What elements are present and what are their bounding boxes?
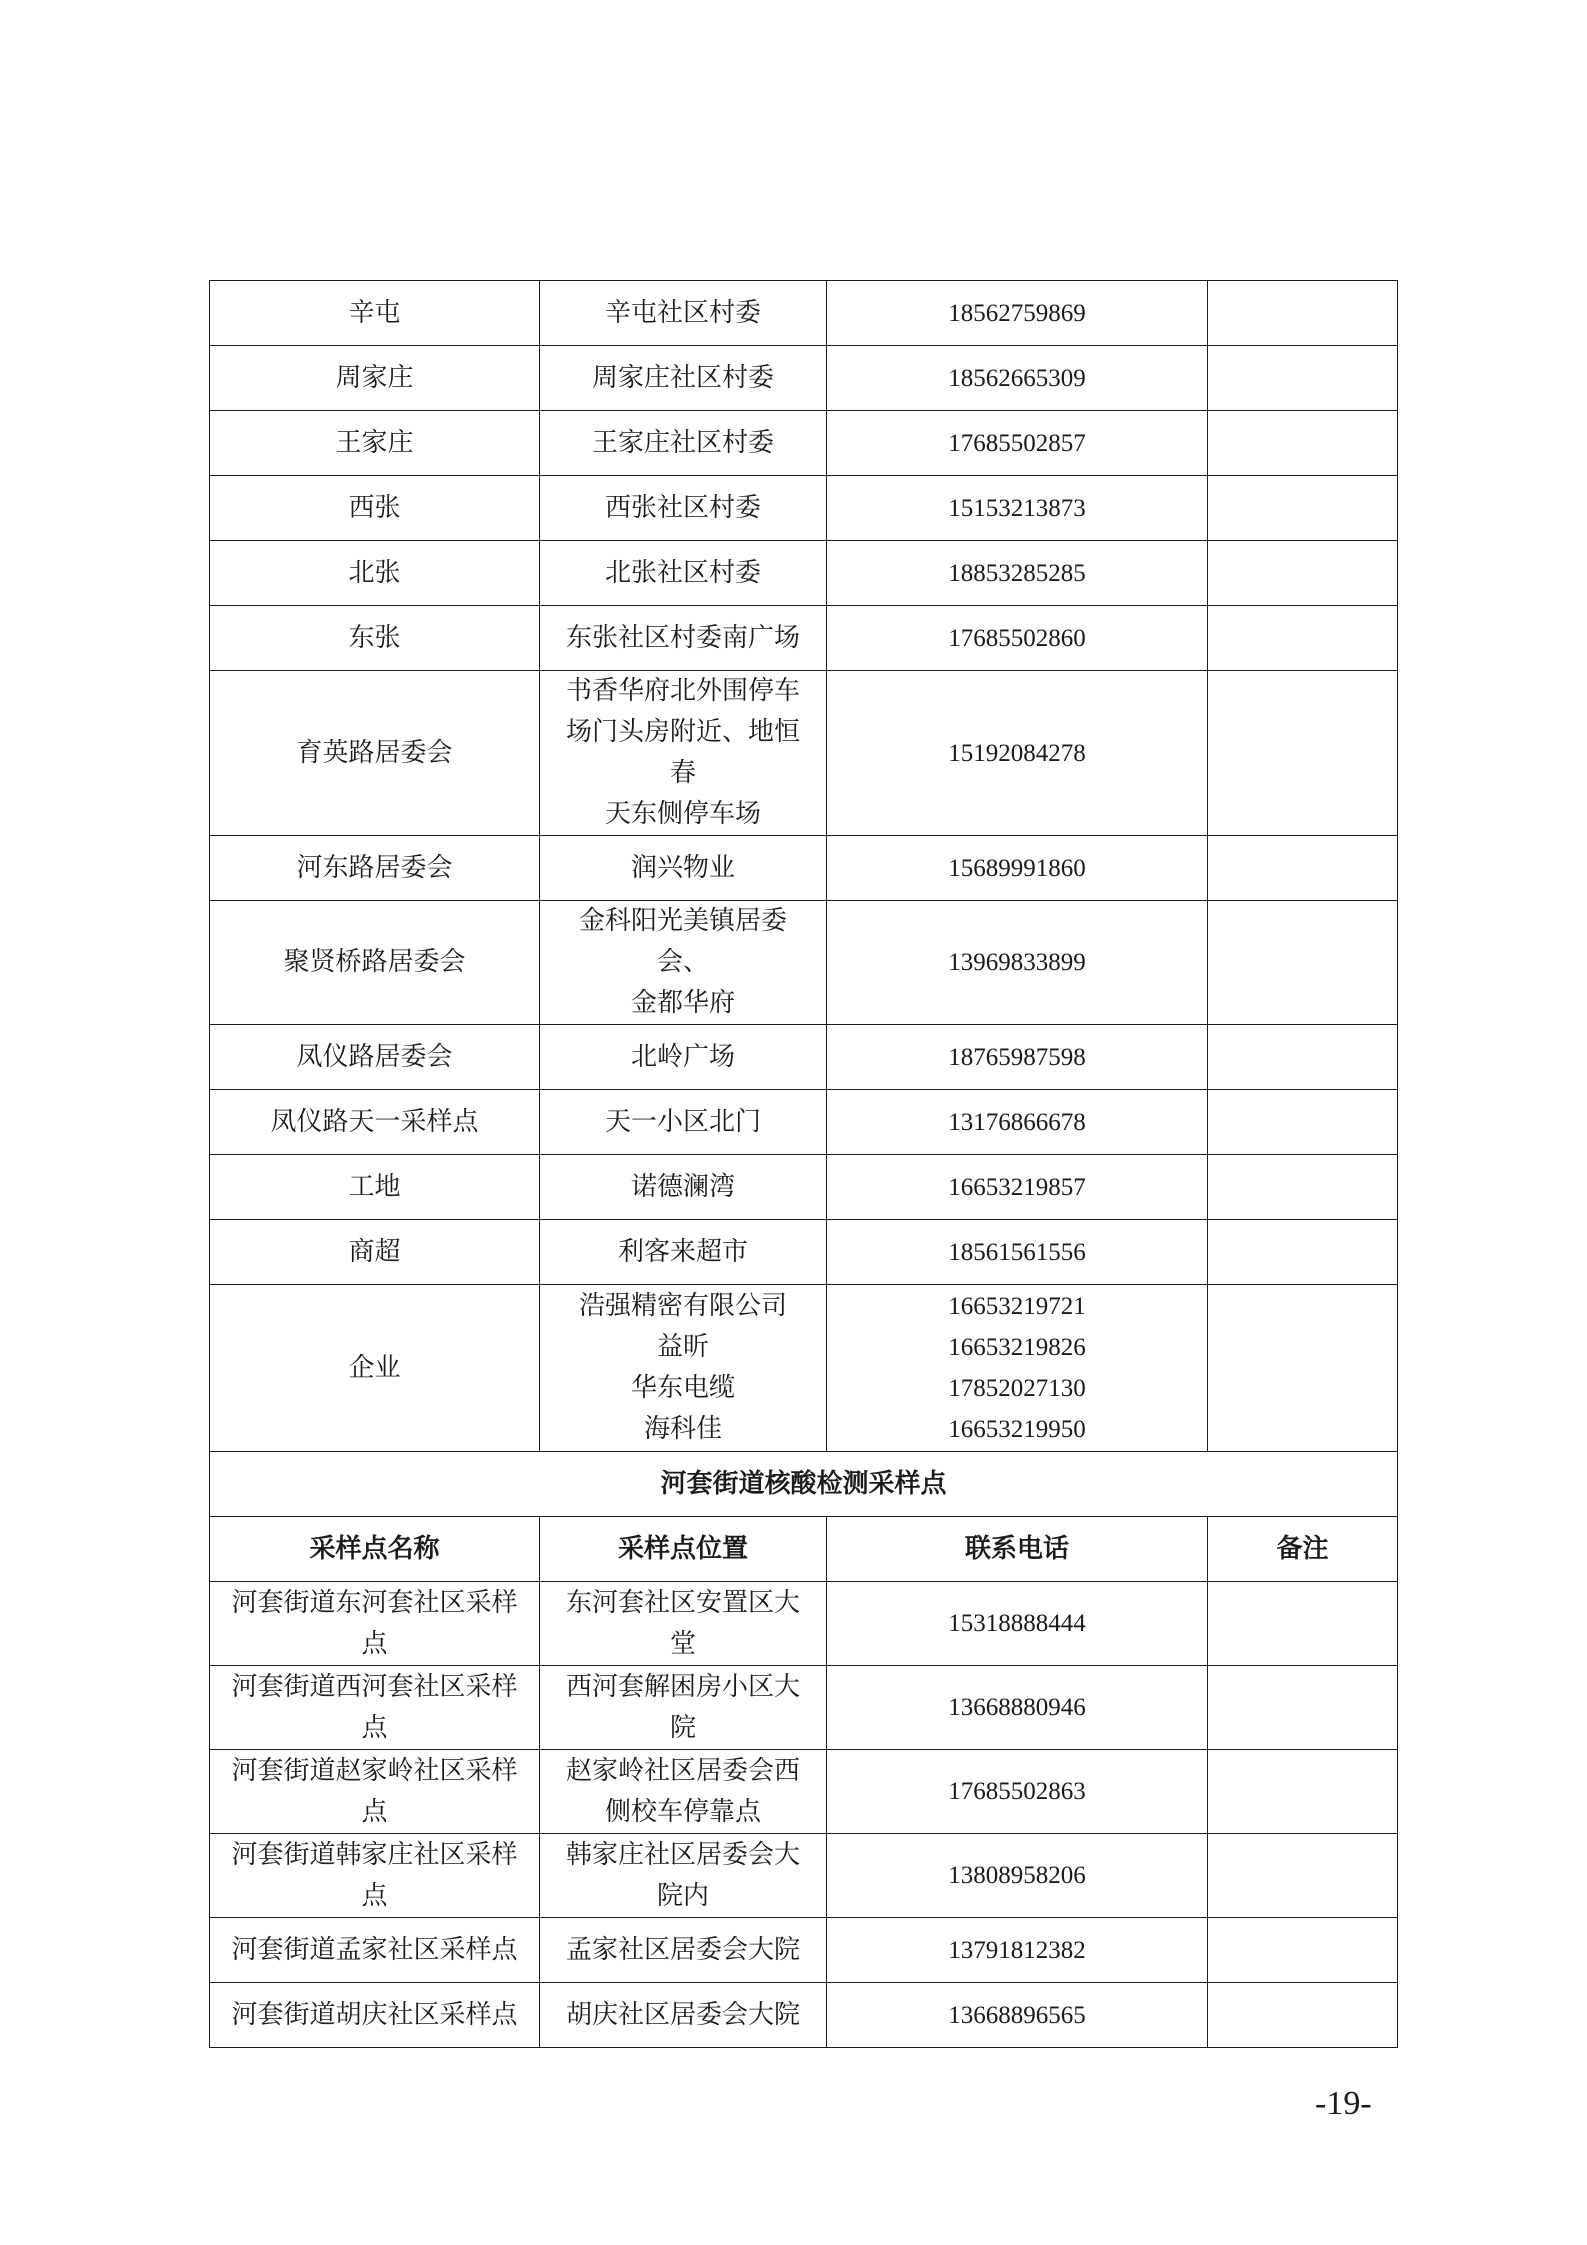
site-location-cell-line: 赵家岭社区居委会西 [565,1755,800,1786]
site-location-cell [540,541,827,606]
site-location-cell-line: 辛屯社区村委 [604,297,761,328]
table-row [210,1582,1398,1666]
site-location-cell-line: 西张社区村委 [604,492,761,523]
site-location-cell-line: 东河套社区安置区大 [565,1587,800,1618]
site-name-cell [210,1750,540,1834]
phone-cell [827,671,1208,836]
site-location-cell-line: 堂 [669,1628,696,1659]
section-title-row [210,1452,1398,1517]
phone-cell [827,1220,1208,1285]
site-name-cell: 王家庄 [210,411,540,476]
note-cell [1208,1220,1398,1285]
phone-cell-line: 18561561556 [948,1238,1086,1266]
table-row [210,836,1398,901]
site-name-cell: 企业 [210,1285,540,1452]
site-location-cell-line: 胡庆社区居委会大院 [565,1999,800,2030]
note-cell [1208,671,1398,836]
site-location-cell [540,836,827,901]
table-row [210,281,1398,346]
site-location-cell [540,1834,827,1918]
site-location-cell-line: 润兴物业 [630,852,735,883]
page-number: -19- [1315,2085,1372,2122]
phone-cell-line: 17685502857 [948,429,1086,457]
site-location-cell [540,1582,827,1666]
table-row [210,476,1398,541]
phone-cell-line: 13668896565 [948,2001,1086,2029]
site-location-cell-line: 王家庄社区村委 [591,427,774,458]
header-phone: 联系电话 [827,1517,1208,1582]
site-name-cell-line: 河套街道孟家社区采样点 [231,1934,518,1965]
site-location-cell [540,476,827,541]
sampling-points-table [209,280,1398,2048]
phone-cell [827,281,1208,346]
note-cell [1208,1025,1398,1090]
site-location-cell-line: 诺德澜湾 [630,1171,735,1202]
table-row [210,1834,1398,1918]
note-cell [1208,1666,1398,1750]
table-row [210,671,1398,836]
site-name-cell-line: 点 [361,1880,388,1911]
section-title: 河套街道核酸检测采样点 [210,1452,1398,1517]
note-cell [1208,1834,1398,1918]
phone-cell [827,1025,1208,1090]
site-location-cell-line: 韩家庄社区居委会大 [565,1839,800,1870]
phone-cell-line: 15318888444 [948,1610,1086,1637]
table-row [210,1155,1398,1220]
note-cell [1208,1285,1398,1452]
phone-cell [827,836,1208,901]
table-row [210,1666,1398,1750]
phone-cell [827,901,1208,1025]
site-name-cell: 凤仪路居委会 [210,1025,540,1090]
phone-cell [827,606,1208,671]
site-location-cell [540,606,827,671]
note-cell [1208,1155,1398,1220]
site-name-cell: 周家庄 [210,346,540,411]
site-location-cell-line: 金科阳光美镇居委会、 [578,906,787,977]
site-name-cell-line: 点 [361,1712,388,1743]
phone-cell-line: 18853285285 [948,559,1086,587]
header-row [210,1517,1398,1582]
site-location-cell [540,901,827,1025]
note-cell [1208,476,1398,541]
phone-cell-line: 18765987598 [948,1043,1086,1071]
note-cell [1208,281,1398,346]
site-location-cell [540,411,827,476]
site-name-cell [210,1582,540,1666]
site-location-cell-line: 周家庄社区村委 [591,362,774,393]
site-name-cell-line: 河套街道赵家岭社区采样 [231,1755,518,1786]
phone-cell-line: 15689991860 [948,854,1086,882]
table-row [210,901,1398,1025]
phone-cell-line: 16653219950 [948,1416,1086,1443]
phone-cell-line: 16653219826 [948,1334,1086,1361]
site-name-cell: 河东路居委会 [210,836,540,901]
phone-cell [827,1155,1208,1220]
site-name-cell: 育英路居委会 [210,671,540,836]
note-cell [1208,1918,1398,1983]
site-location-cell [540,1750,827,1834]
site-name-cell: 工地 [210,1155,540,1220]
note-cell [1208,411,1398,476]
site-location-cell-line: 华东电缆 [630,1373,735,1403]
site-location-cell-line: 侧校车停靠点 [604,1796,761,1827]
site-location-cell [540,1666,827,1750]
bottom-table-body [210,1582,1398,2048]
phone-cell-line: 17852027130 [948,1375,1086,1402]
site-name-cell-line: 河套街道胡庆社区采样点 [231,1999,518,2030]
phone-cell [827,1285,1208,1452]
site-location-cell-line: 东张社区村委南广场 [565,622,800,653]
phone-cell [827,1090,1208,1155]
site-location-cell-line: 场门头房附近、地恒春 [565,717,800,788]
phone-cell [827,411,1208,476]
site-name-cell-line: 点 [361,1796,388,1827]
site-name-cell: 聚贤桥路居委会 [210,901,540,1025]
table-row [210,606,1398,671]
top-table-body [210,281,1398,1452]
site-location-cell-line: 天一小区北门 [604,1106,761,1137]
site-location-cell-line: 利客来超市 [617,1236,748,1267]
table-row [210,1090,1398,1155]
site-location-cell [540,1220,827,1285]
note-cell [1208,541,1398,606]
site-name-cell [210,1983,540,2048]
note-cell [1208,1582,1398,1666]
site-name-cell [210,1918,540,1983]
phone-cell-line: 16653219721 [948,1293,1086,1320]
table-row [210,1983,1398,2048]
site-name-cell: 辛屯 [210,281,540,346]
site-location-cell-line: 北岭广场 [630,1041,735,1072]
site-name-cell: 东张 [210,606,540,671]
header-name: 采样点名称 [210,1517,540,1582]
phone-cell [827,1582,1208,1666]
phone-cell-line: 13176866678 [948,1108,1086,1136]
site-location-cell-line: 浩强精密有限公司 [578,1291,787,1321]
site-name-cell-line: 河套街道东河套社区采样 [231,1587,518,1618]
site-location-cell [540,1025,827,1090]
phone-cell [827,1983,1208,2048]
header-location: 采样点位置 [540,1517,827,1582]
phone-cell-line: 13668880946 [948,1694,1086,1721]
site-location-cell [540,1918,827,1983]
phone-cell-line: 17685502860 [948,624,1086,652]
site-name-cell: 凤仪路天一采样点 [210,1090,540,1155]
site-location-cell-line: 金都华府 [630,988,735,1018]
header-note: 备注 [1208,1517,1398,1582]
site-location-cell [540,1155,827,1220]
table-row [210,1285,1398,1452]
phone-cell [827,1666,1208,1750]
note-cell [1208,1090,1398,1155]
note-cell [1208,1983,1398,2048]
site-location-cell-line: 北张社区村委 [604,557,761,588]
phone-cell [827,1834,1208,1918]
site-name-cell [210,1834,540,1918]
site-location-cell [540,346,827,411]
site-name-cell [210,1666,540,1750]
site-location-cell [540,1983,827,2048]
site-name-cell: 北张 [210,541,540,606]
site-location-cell [540,671,827,836]
phone-cell-line: 17685502863 [948,1778,1086,1805]
note-cell [1208,836,1398,901]
phone-cell-line: 13808958206 [948,1862,1086,1889]
phone-cell-line: 18562759869 [948,299,1086,327]
site-location-cell-line: 天东侧停车场 [604,799,761,829]
note-cell [1208,1750,1398,1834]
site-location-cell-line: 院 [669,1712,696,1743]
site-location-cell [540,1090,827,1155]
site-location-cell-line: 西河套解困房小区大 [565,1671,800,1702]
site-location-cell-line: 书香华府北外围停车 [565,676,800,706]
section-body [210,1452,1398,1582]
phone-cell [827,1750,1208,1834]
phone-cell-line: 13969833899 [948,949,1086,976]
site-location-cell-line: 院内 [656,1880,709,1911]
table-row [210,346,1398,411]
phone-cell [827,346,1208,411]
phone-cell-line: 15192084278 [948,739,1086,767]
site-location-cell [540,281,827,346]
site-location-cell-line: 海科佳 [643,1414,722,1444]
phone-cell-line: 15153213873 [948,494,1086,522]
site-name-cell-line: 点 [361,1628,388,1659]
site-location-cell-line: 孟家社区居委会大院 [565,1934,800,1965]
phone-cell [827,541,1208,606]
table-row [210,1025,1398,1090]
table-row [210,1750,1398,1834]
table-row [210,541,1398,606]
table-row [210,1220,1398,1285]
phone-cell-line: 16653219857 [948,1173,1086,1201]
site-location-cell-line: 益昕 [656,1332,709,1362]
table-row [210,1918,1398,1983]
note-cell [1208,346,1398,411]
table-row [210,411,1398,476]
phone-cell-line: 13791812382 [948,1936,1086,1964]
note-cell [1208,606,1398,671]
phone-cell [827,1918,1208,1983]
phone-cell [827,476,1208,541]
site-name-cell-line: 河套街道西河套社区采样 [231,1671,518,1702]
phone-cell-line: 18562665309 [948,364,1086,392]
note-cell [1208,901,1398,1025]
site-name-cell: 商超 [210,1220,540,1285]
site-name-cell: 西张 [210,476,540,541]
site-name-cell-line: 河套街道韩家庄社区采样 [231,1839,518,1870]
site-location-cell [540,1285,827,1452]
